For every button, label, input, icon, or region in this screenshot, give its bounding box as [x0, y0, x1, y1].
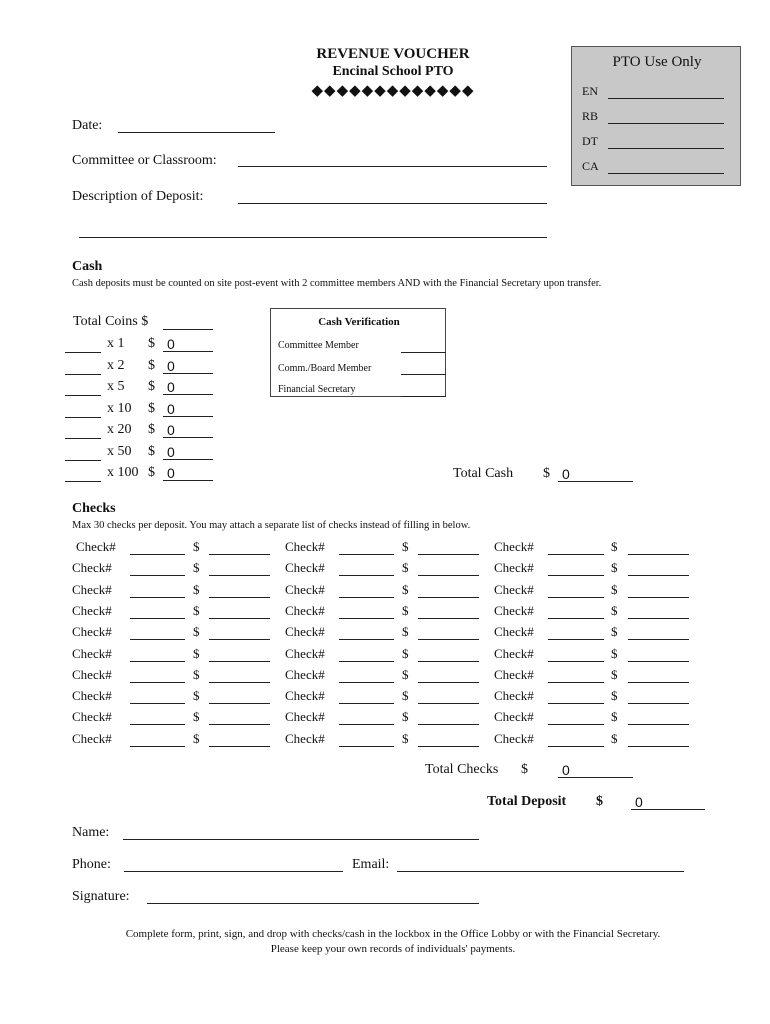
email-label: Email: — [352, 857, 390, 872]
check-number-field[interactable] — [130, 709, 185, 725]
check-amount-field[interactable] — [209, 582, 270, 598]
total-checks-field[interactable]: 0 — [558, 762, 633, 778]
check-dollar: $ — [402, 731, 409, 746]
check-number-field[interactable] — [548, 624, 604, 640]
check-number-field[interactable] — [339, 646, 394, 662]
check-number-field[interactable] — [339, 731, 394, 747]
denomination-amount-field[interactable]: 0 — [163, 401, 213, 417]
check-amount-field[interactable] — [418, 667, 479, 683]
check-number-field[interactable] — [548, 688, 604, 704]
check-number-label: Check# — [285, 603, 325, 618]
cv-committee-member-label: Committee Member — [278, 340, 359, 351]
total-coins-label: Total Coins $ — [73, 314, 149, 329]
cv-committee-member-field[interactable] — [401, 337, 446, 353]
check-amount-field[interactable] — [628, 667, 689, 683]
check-number-label: Check# — [285, 624, 325, 639]
denomination-quantity-field[interactable] — [65, 466, 101, 482]
check-number-field[interactable] — [548, 582, 604, 598]
cash-verification-box — [270, 308, 446, 397]
check-amount-field[interactable] — [209, 624, 270, 640]
pto-box-title: PTO Use Only — [612, 54, 702, 70]
cv-financial-secretary-field[interactable] — [401, 381, 446, 397]
committee-field[interactable] — [238, 151, 547, 167]
cv-board-member-label: Comm./Board Member — [278, 363, 372, 374]
check-number-field[interactable] — [130, 731, 185, 747]
check-amount-field[interactable] — [628, 582, 689, 598]
phone-label: Phone: — [72, 857, 111, 872]
signature-label: Signature: — [72, 889, 130, 904]
denomination-dollar: $ — [148, 465, 155, 480]
check-number-field[interactable] — [339, 560, 394, 576]
pto-code-en: EN — [582, 84, 598, 98]
denomination-label: x 2 — [107, 358, 125, 373]
denomination-dollar: $ — [148, 336, 155, 351]
check-dollar: $ — [402, 667, 409, 682]
denomination-dollar: $ — [148, 401, 155, 416]
check-number-field[interactable] — [548, 646, 604, 662]
denomination-label: x 100 — [107, 465, 139, 480]
check-amount-field[interactable] — [209, 646, 270, 662]
check-number-field[interactable] — [130, 646, 185, 662]
check-number-label: Check# — [494, 709, 534, 724]
denomination-dollar: $ — [148, 379, 155, 394]
check-number-label: Check# — [494, 646, 534, 661]
check-number-field[interactable] — [339, 688, 394, 704]
check-number-label: Check# — [494, 688, 534, 703]
check-number-field[interactable] — [548, 731, 604, 747]
check-number-label: Check# — [72, 603, 112, 618]
check-number-field[interactable] — [130, 582, 185, 598]
check-dollar: $ — [193, 603, 200, 618]
check-amount-field[interactable] — [628, 709, 689, 725]
check-number-label: Check# — [72, 688, 112, 703]
check-number-field[interactable] — [339, 624, 394, 640]
denomination-dollar: $ — [148, 358, 155, 373]
denomination-quantity-field[interactable] — [65, 423, 101, 439]
phone-field[interactable] — [124, 856, 343, 872]
denomination-label: x 20 — [107, 422, 132, 437]
cv-board-member-field[interactable] — [401, 359, 446, 375]
check-dollar: $ — [402, 539, 409, 554]
denomination-amount-field[interactable]: 0 — [163, 336, 213, 352]
check-amount-field[interactable] — [209, 560, 270, 576]
check-dollar: $ — [402, 709, 409, 724]
check-amount-field[interactable] — [418, 646, 479, 662]
page-title: REVENUE VOUCHER — [316, 46, 470, 62]
check-number-field[interactable] — [339, 539, 394, 555]
check-amount-field[interactable] — [418, 709, 479, 725]
check-dollar: $ — [402, 624, 409, 639]
check-number-label: Check# — [285, 560, 325, 575]
total-cash-label: Total Cash — [453, 466, 514, 481]
denomination-amount-field[interactable]: 0 — [163, 422, 213, 438]
denomination-dollar: $ — [148, 422, 155, 437]
check-dollar: $ — [193, 560, 200, 575]
checks-note: Max 30 checks per deposit. You may attach a separate list of checks instead of filling in below. — [72, 520, 471, 531]
denomination-label: x 5 — [107, 379, 125, 394]
denomination-label: x 10 — [107, 401, 132, 416]
check-number-label: Check# — [72, 667, 112, 682]
check-dollar: $ — [193, 709, 200, 724]
total-cash-dollar: $ — [543, 466, 550, 481]
check-number-label: Check# — [72, 731, 112, 746]
check-number-field[interactable] — [339, 582, 394, 598]
total-deposit-label: Total Deposit — [487, 794, 567, 809]
pto-use-only-box — [571, 46, 741, 186]
check-dollar: $ — [611, 709, 618, 724]
check-number-field[interactable] — [339, 667, 394, 683]
pto-en-field[interactable] — [608, 83, 724, 99]
cash-heading: Cash — [72, 259, 103, 274]
check-dollar: $ — [193, 582, 200, 597]
check-number-label: Check# — [72, 560, 112, 575]
check-amount-field[interactable] — [628, 560, 689, 576]
check-amount-field[interactable] — [418, 731, 479, 747]
total-coins-field[interactable] — [163, 314, 213, 330]
description-label: Description of Deposit: — [72, 189, 204, 204]
check-dollar: $ — [611, 646, 618, 661]
check-dollar: $ — [402, 582, 409, 597]
check-dollar: $ — [193, 646, 200, 661]
description-field[interactable] — [238, 188, 547, 204]
pto-rb-field[interactable] — [608, 108, 724, 124]
check-dollar: $ — [193, 667, 200, 682]
pto-dt-field[interactable] — [608, 133, 724, 149]
check-dollar: $ — [193, 539, 200, 554]
check-amount-field[interactable] — [209, 688, 270, 704]
check-number-label: Check# — [494, 624, 534, 639]
date-field[interactable] — [118, 117, 275, 133]
signature-field[interactable] — [147, 888, 479, 904]
denomination-amount-field[interactable]: 0 — [163, 465, 213, 481]
check-number-field[interactable] — [130, 624, 185, 640]
check-amount-field[interactable] — [209, 539, 270, 555]
denomination-amount-field[interactable]: 0 — [163, 444, 213, 460]
check-number-label: Check# — [285, 646, 325, 661]
check-number-field[interactable] — [548, 539, 604, 555]
check-dollar: $ — [402, 688, 409, 703]
committee-label: Committee or Classroom: — [72, 153, 217, 168]
check-number-label: Check# — [285, 539, 325, 554]
check-number-label: Check# — [285, 709, 325, 724]
check-amount-field[interactable] — [418, 603, 479, 619]
check-number-label: Check# — [285, 582, 325, 597]
denomination-quantity-field[interactable] — [65, 380, 101, 396]
name-field[interactable] — [123, 824, 479, 840]
denomination-amount-field[interactable]: 0 — [163, 358, 213, 374]
denomination-amount-field[interactable]: 0 — [163, 379, 213, 395]
check-amount-field[interactable] — [418, 582, 479, 598]
check-number-label: Check# — [72, 624, 112, 639]
pto-code-dt: DT — [582, 134, 598, 148]
cv-financial-secretary-label: Financial Secretary — [278, 384, 356, 395]
check-amount-field[interactable] — [628, 603, 689, 619]
check-number-field[interactable] — [130, 688, 185, 704]
check-amount-field[interactable] — [628, 731, 689, 747]
total-checks-label: Total Checks — [425, 762, 499, 777]
check-amount-field[interactable] — [209, 667, 270, 683]
check-dollar: $ — [402, 646, 409, 661]
pto-code-rb: RB — [582, 109, 599, 123]
check-number-field[interactable] — [339, 709, 394, 725]
check-dollar: $ — [193, 624, 200, 639]
denomination-quantity-field[interactable] — [65, 445, 101, 461]
check-number-field[interactable] — [548, 709, 604, 725]
check-dollar: $ — [193, 731, 200, 746]
check-dollar: $ — [611, 667, 618, 682]
cash-verification-title: Cash Verification — [318, 316, 400, 328]
total-cash-field[interactable]: 0 — [558, 466, 633, 482]
date-label: Date: — [72, 118, 103, 133]
check-amount-field[interactable] — [209, 709, 270, 725]
check-number-field[interactable] — [130, 603, 185, 619]
check-number-field[interactable] — [130, 539, 185, 555]
check-dollar: $ — [193, 688, 200, 703]
check-amount-field[interactable] — [418, 560, 479, 576]
check-number-label: Check# — [285, 731, 325, 746]
check-number-label: Check# — [494, 560, 534, 575]
name-label: Name: — [72, 825, 110, 840]
check-dollar: $ — [402, 603, 409, 618]
check-dollar: $ — [611, 539, 618, 554]
denomination-quantity-field[interactable] — [65, 402, 101, 418]
check-amount-field[interactable] — [418, 624, 479, 640]
check-amount-field[interactable] — [628, 688, 689, 704]
cash-note: Cash deposits must be counted on site post-event with 2 committee members AND with the Financial Secretary upon transfer. — [72, 278, 602, 289]
check-number-label: Check# — [285, 688, 325, 703]
description-field-line2[interactable] — [79, 222, 547, 238]
check-number-label: Check# — [494, 582, 534, 597]
check-number-label: Check# — [72, 582, 112, 597]
check-number-label: Check# — [285, 667, 325, 682]
denomination-label: x 1 — [107, 336, 125, 351]
check-amount-field[interactable] — [628, 624, 689, 640]
check-number-field[interactable] — [130, 560, 185, 576]
check-number-field[interactable] — [339, 603, 394, 619]
denomination-quantity-field[interactable] — [65, 337, 101, 353]
check-amount-field[interactable] — [628, 539, 689, 555]
denomination-dollar: $ — [148, 444, 155, 459]
check-number-label: Check# — [494, 667, 534, 682]
check-amount-field[interactable] — [209, 731, 270, 747]
check-amount-field[interactable] — [628, 646, 689, 662]
check-number-field[interactable] — [130, 667, 185, 683]
email-field[interactable] — [397, 856, 684, 872]
check-number-label: Check# — [494, 539, 534, 554]
check-number-label: Check# — [76, 539, 116, 554]
pto-code-ca: CA — [582, 159, 599, 173]
total-deposit-dollar: $ — [596, 794, 603, 809]
footer-instructions: Complete form, print, sign, and drop with checks/cash in the lockbox in the Office Lobby or with the Financial Secretary. — [125, 928, 661, 940]
check-number-label: Check# — [72, 646, 112, 661]
diamond-ornament: ◆◆◆◆◆◆◆◆◆◆◆◆◆ — [311, 83, 475, 99]
check-dollar: $ — [611, 582, 618, 597]
total-checks-dollar: $ — [521, 762, 528, 777]
check-dollar: $ — [611, 731, 618, 746]
check-dollar: $ — [402, 560, 409, 575]
denomination-quantity-field[interactable] — [65, 359, 101, 375]
pto-ca-field[interactable] — [608, 158, 724, 174]
footer-records-note: Please keep your own records of individuals' payments. — [270, 943, 516, 955]
check-dollar: $ — [611, 560, 618, 575]
denomination-label: x 50 — [107, 444, 132, 459]
check-number-field[interactable] — [548, 667, 604, 683]
check-dollar: $ — [611, 688, 618, 703]
check-number-label: Check# — [494, 731, 534, 746]
check-number-field[interactable] — [548, 603, 604, 619]
check-number-label: Check# — [494, 603, 534, 618]
check-dollar: $ — [611, 624, 618, 639]
page-subtitle: Encinal School PTO — [332, 64, 454, 79]
check-dollar: $ — [611, 603, 618, 618]
checks-heading: Checks — [72, 501, 116, 516]
check-amount-field[interactable] — [418, 539, 479, 555]
total-deposit-field[interactable]: 0 — [631, 794, 705, 810]
check-amount-field[interactable] — [209, 603, 270, 619]
check-number-label: Check# — [72, 709, 112, 724]
check-number-field[interactable] — [548, 560, 604, 576]
check-amount-field[interactable] — [418, 688, 479, 704]
